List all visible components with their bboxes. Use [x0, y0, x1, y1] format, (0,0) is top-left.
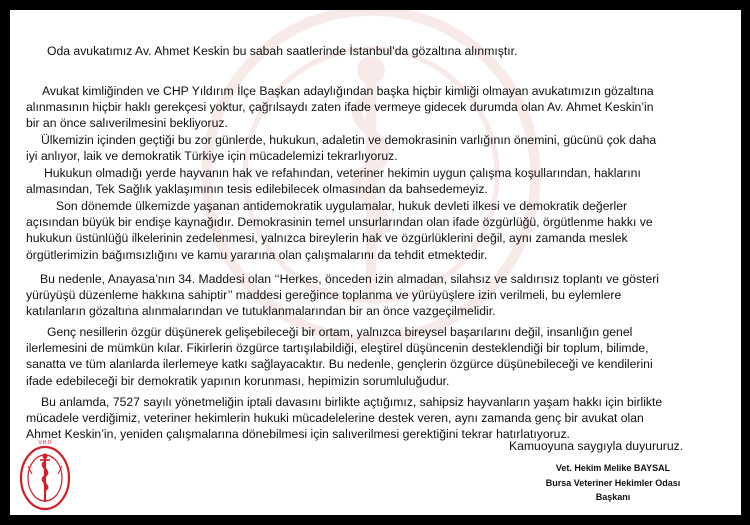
paragraph-8	[10, 394, 741, 443]
signatory-organization: Bursa Veteriner Hekimler Odası	[545, 477, 681, 488]
paragraph-line: Ülkemizin içinden geçtiği bu zor günlerde, hukukun, adaletin ve demokrasinin varlığının önemini, gücünü çok daha	[41, 133, 657, 147]
document-page	[10, 10, 741, 515]
paragraph-line: Ahmet Keskin’in, yeniden çalışmalarına dönebilmesi için salıverilmesi gerektiğini tekrar hatırlatıyoruz.	[26, 427, 570, 442]
paragraph-line: almasından, Tek Sağlık yaklaşımının tesis edilebilecek olmasından da bahsedemeyiz.	[26, 182, 488, 197]
signatory-title: Başkanı	[595, 492, 631, 502]
paragraph-line: ilerlemesini de mümkün kılar. Fikirlerin özgürce tartışılabildiği, eleştirel düşüncenin desteklendiği bir toplum, bilimde,	[26, 341, 649, 356]
paragraph-6	[10, 271, 741, 320]
paragraph-7	[10, 324, 741, 389]
signature-block	[520, 461, 706, 505]
paragraph-line: alınmasının hiçbir haklı gerekçesi yoktur, çağrılsaydı zaten ifade vermeye gidecek durumda olan Av. Ahmet Keskin’in	[26, 100, 654, 115]
paragraph-line: Avukat kimliğinden ve CHP Yıldırım İlçe Başkan adaylığından başka hiçbir kimliği olmayan avukatımızın gözaltına	[42, 84, 654, 98]
paragraph-line: hukukun üstünlüğü ilkelerinin zedelenmesi, yalnızca bireylerin hak ve özgürlüklerini değil, aynı zamanda meslek	[26, 231, 628, 246]
paragraph-line: Oda avukatımız Av. Ahmet Keskin bu sabah saatlerinde İstanbul’da gözaltına alınmıştır.	[47, 44, 518, 58]
caduceus-icon	[40, 453, 50, 502]
paragraph-line: iyi anlıyor, laik ve demokratik Türkiye için mücadelemizi tekrarlıyoruz.	[26, 149, 398, 164]
paragraph-line: Son dönemde ülkemizde yaşanan antidemokratik uygulamalar, hukuk devleti ilkesi ve demokratik değerler	[56, 199, 628, 213]
paragraph-line: örgütlerimizin bağımsızlığını ve kamu yararına olan çalışmalarını da tehdit etmektedir.	[26, 247, 488, 262]
paragraph-line: açısından büyük bir endişe kaynağıdır. Demokrasinin temel unsurlarından olan ifade özgürlüğü, örgütlenme hakkı ve	[26, 215, 653, 230]
paragraph-line: Genç nesillerin özgür düşünerek gelişebileceği bir ortam, yalnızca bireysel başarılarını değil, insanlığın genel	[47, 325, 633, 339]
chamber-logo	[18, 434, 72, 513]
paragraph-line: Hukukun olmadığı yerde hayvanın hak ve refahından, veteriner hekimin uygun çalışma koşullarından, haklarını	[44, 166, 641, 180]
paragraph-line: katılanların gözaltına alınmalarından ve tutuklanmalarından bir an önce vazgeçilmelidir.	[26, 304, 496, 319]
paragraph-line: yürüyüşü düzenleme hakkına sahiptir’’ maddesi gereğince toplanma ve yürüyüşlere izin verilmeli, bu eylemlere	[26, 288, 622, 303]
paragraph-line: ifade edebileceği bir demokratik yapının korunması, hepimizin sorumluluğudur.	[26, 373, 450, 388]
paragraph-4	[10, 165, 741, 197]
paragraph-1	[10, 43, 741, 59]
paragraph-line: Bu nedenle, Anayasa’nın 34. Maddesi olan ‘‘Herkes, önceden izin almadan, silahsız ve saldırısız toplantı ve gösteri	[40, 272, 659, 286]
signatory-name: Vet. Hekim Melike BAYSAL	[555, 463, 671, 473]
paragraph-line: bir an önce salıverilmesini bekliyoruz.	[26, 116, 228, 131]
paragraph-3	[10, 132, 741, 164]
paragraph-2	[10, 83, 741, 132]
paragraph-line: mücadele verdiğimiz, veteriner hekimlerin hukuki mücadelelerine destek veren, aynı zamanda genç bir avukat olan	[26, 411, 644, 426]
paragraph-line: sanatta ve tüm alanlarda ilerlemeye katkı sağlayacaktır. Bu nedenle, gençlerin özgürce düşünebileceği ve kendilerini	[26, 357, 653, 372]
logo-top-text: V.H.O	[38, 440, 52, 446]
paragraph-line: Bu anlamda, 7527 sayılı yönetmeliğin iptali davasını birlikte açtığımız, sahipsiz hayvanların yaşam hakkı için birlikte	[41, 395, 663, 409]
closing-line: Kamuoyuna saygıyla duyururuz.	[509, 439, 684, 453]
paragraph-5	[10, 198, 741, 263]
